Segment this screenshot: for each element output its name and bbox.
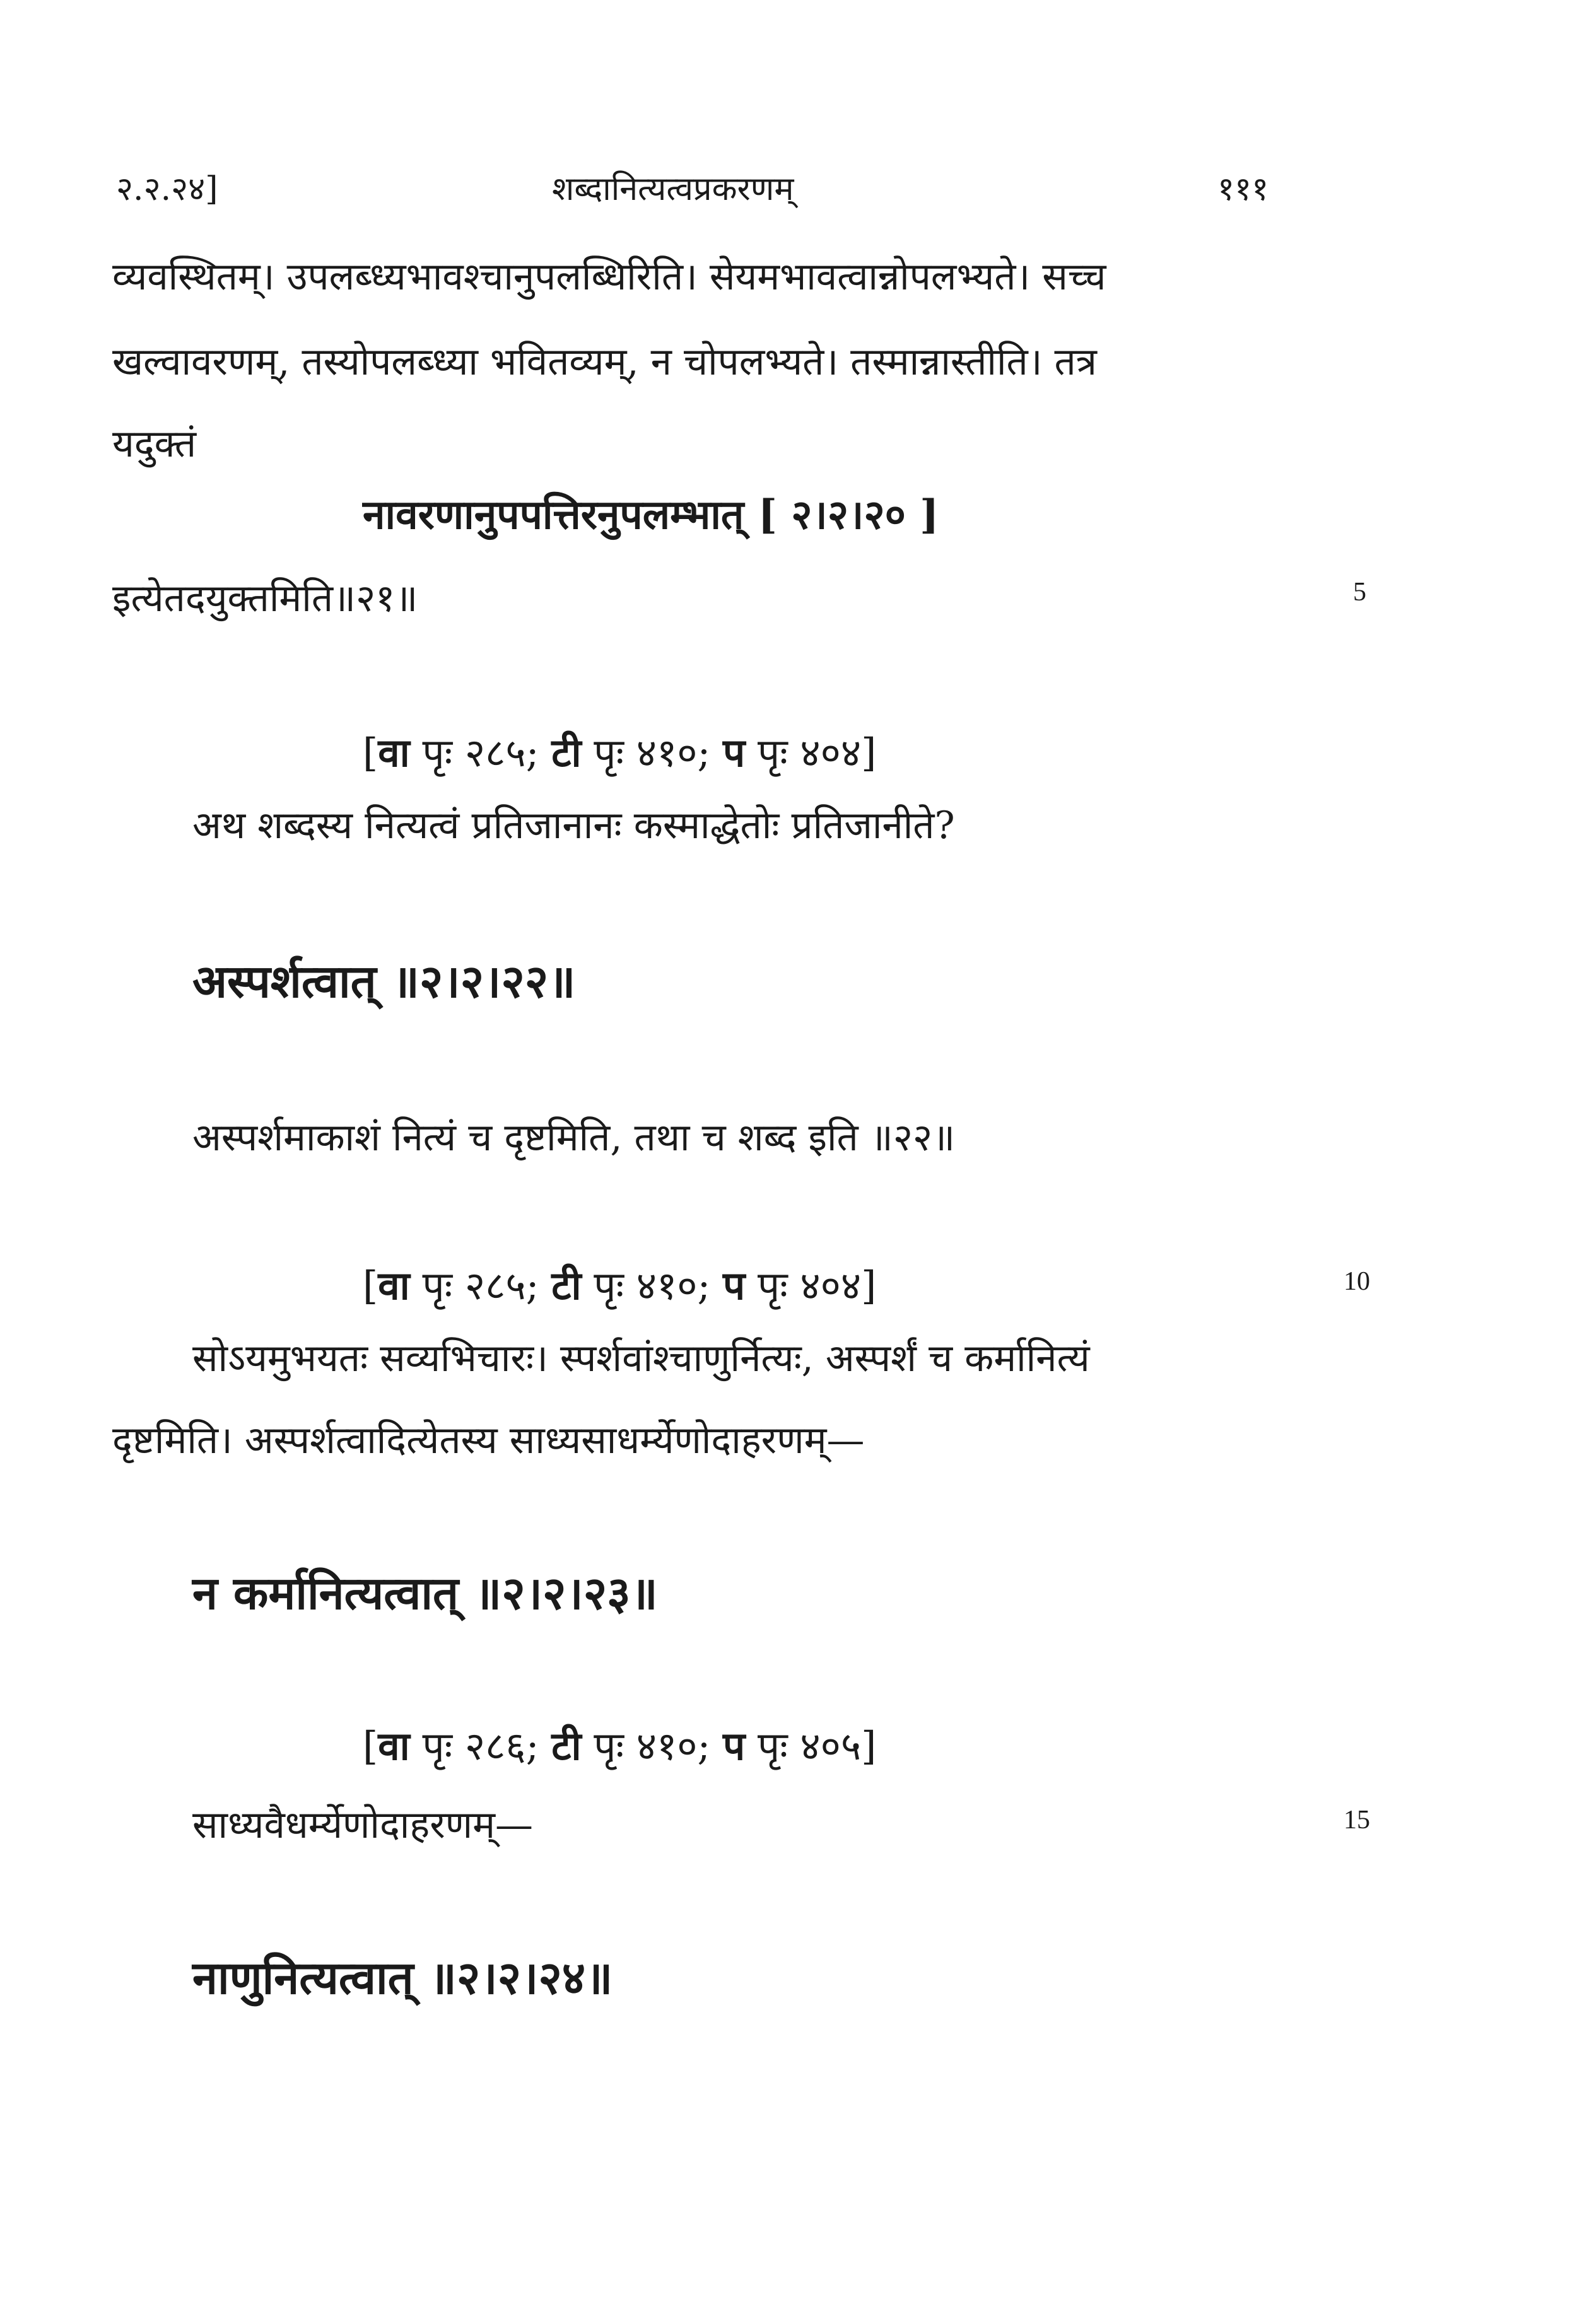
text-line: दृष्टमिति। अस्पर्शत्वादित्येतस्य साध्यसाधर्म्येणोदाहरणम्— — [112, 1418, 865, 1463]
text-line: अथ शब्दस्य नित्यत्वं प्रतिजानानः कस्माद्धेतोः प्रतिजानीते? — [192, 803, 955, 848]
header-title: शब्दानित्यत्वप्रकरणम् — [552, 170, 794, 208]
text-line: यदुक्तं — [112, 422, 197, 466]
commentary-reference: [वा पृः २८५; टी पृः ४१०; प पृः ४०४] — [363, 1263, 877, 1309]
text-line: सोऽयमुभयतः सव्यभिचारः। स्पर्शवांश्चाणुर्नित्यः, अस्पर्शं च कर्मानित्यं — [192, 1336, 1090, 1381]
sutra-heading: न कर्मानित्यत्वात् ॥२।२।२३॥ — [192, 1566, 658, 1620]
commentary-reference: [वा पृः २८५; टी पृः ४१०; प पृः ४०४] — [363, 730, 877, 776]
header-page-number: १११ — [1217, 170, 1269, 208]
sutra-quotation: नावरणानुपपत्तिरनुपलम्भात् [ २।२।२० ] — [363, 491, 939, 539]
line-number: 5 — [1353, 578, 1366, 607]
commentary-reference: [वा पृः २८६; टी पृः ४१०; प पृः ४०५] — [363, 1723, 877, 1769]
line-number: 10 — [1344, 1267, 1370, 1296]
text-line: अस्पर्शमाकाशं नित्यं च दृष्टमिति, तथा च शब्द इति ॥२२॥ — [192, 1116, 956, 1160]
sutra-heading: अस्पर्शत्वात् ॥२।२।२२॥ — [192, 954, 576, 1008]
text-line: इत्येतदयुक्तमिति॥२१॥ — [112, 576, 418, 621]
header-section-ref: २.२.२४] — [116, 170, 218, 208]
text-line: साध्यवैधर्म्येणोदाहरणम्— — [192, 1803, 533, 1847]
sutra-heading: नाणुनित्यत्वात् ॥२।२।२४॥ — [192, 1951, 613, 2004]
text-line: खल्वावरणम्, तस्योपलब्ध्या भवितव्यम्, न चोपलभ्यते। तस्मान्नास्तीति। तत्र — [112, 340, 1097, 384]
line-number: 15 — [1344, 1806, 1370, 1835]
text-line: व्यवस्थितम्। उपलब्ध्यभावश्चानुपलब्धिरिति। सेयमभावत्वान्नोपलभ्यते। सच्च — [112, 255, 1106, 299]
